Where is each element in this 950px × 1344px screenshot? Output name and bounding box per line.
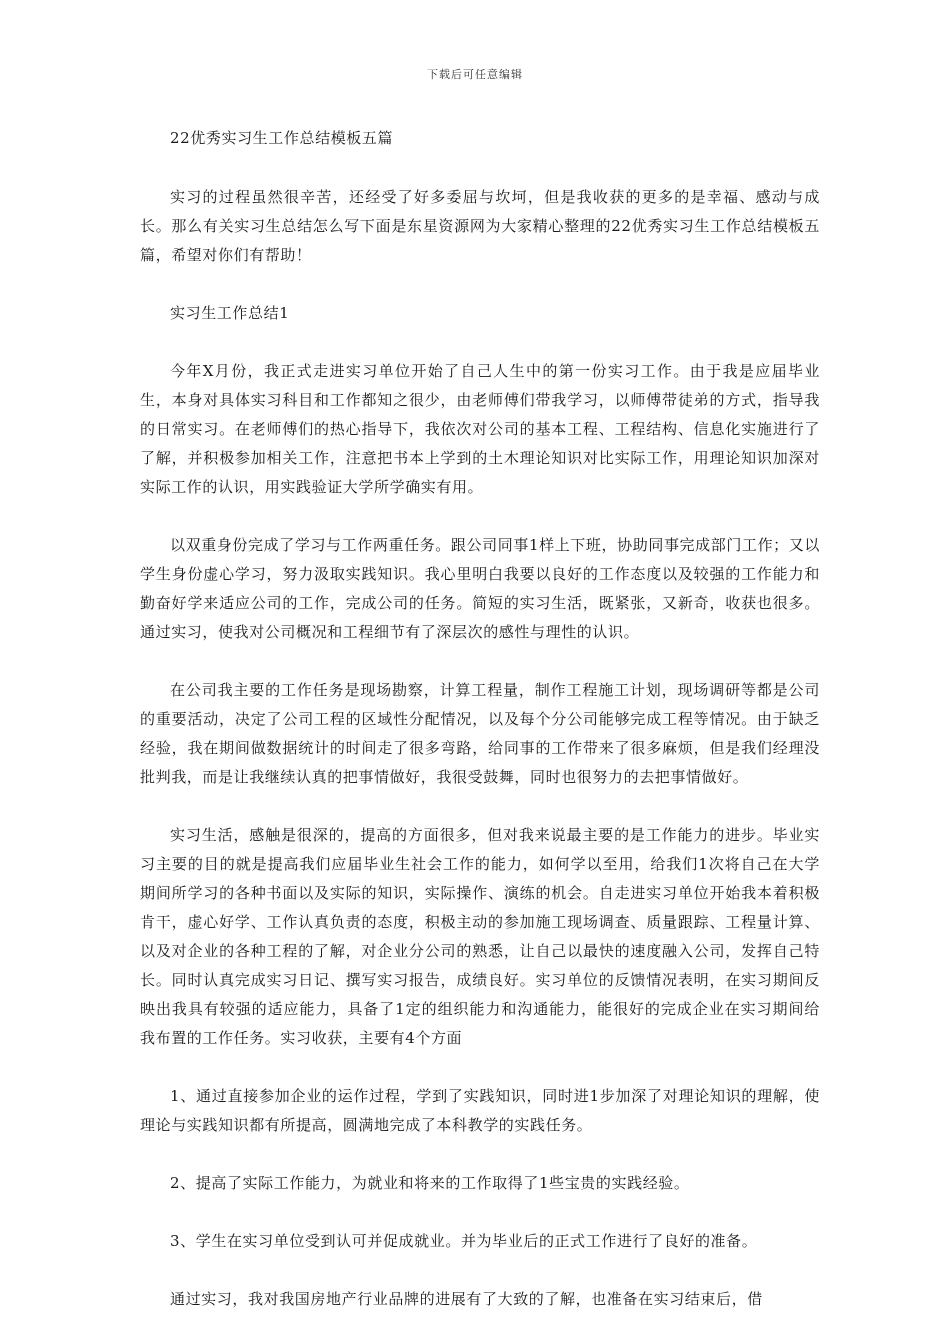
- body-paragraph: 实习生活，感触是很深的，提高的方面很多，但对我来说最主要的是工作能力的进步。毕业实习主要的目的就是提高我们应届毕业生社会工作的能力，如何学以至用，给我们1次将自己在大学期间所学习的各种书面以及实际的知识，实际操作、演练的机会。自走进实习单位开始我本着积极肯干，虚心好学、工作认真负责的态度，积极主动的参加施工现场调查、质量跟踪、工程量计算、以及对企业的各种工程的了解，对企业分公司的熟悉，让自己以最快的速度融入公司，发挥自己特长。同时认真完成实习日记、撰写实习报告，成绩良好。实习单位的反馈情况表明，在实习期间反映出我具有较强的适应能力，具备了1定的组织能力和沟通能力，能很好的完成企业在实习期间给我布置的工作任务。实习收获，主要有4个方面: [140, 826, 820, 1047]
- body-paragraph: 通过实习，我对我国房地产行业品牌的进展有了大致的了解，也准备在实习结束后，借: [170, 1290, 763, 1308]
- document-body: [140, 124, 820, 1343]
- intro-paragraph: 实习的过程虽然很辛苦，还经受了好多委屈与坎坷，但是我收获的更多的是幸福、感动与成长。那么有关实习生总结怎么写下面是东星资源网为大家精心整理的22优秀实习生工作总结模板五篇，希望对你们有帮助！: [140, 188, 820, 264]
- body-paragraph: 以双重身份完成了学习与工作两重任务。跟公司同事1样上下班，协助同事完成部门工作；又以学生身份虚心学习，努力汲取实践知识。我心里明白我要以良好的工作态度以及较强的工作能力和勤奋好学来适应公司的工作，完成公司的任务。简短的实习生活，既紧张，又新奇，收获也很多。通过实习，使我对公司概况和工程细节有了深层次的感性与理性的认识。: [140, 536, 820, 641]
- body-paragraph: 在公司我主要的工作任务是现场勘察，计算工程量，制作工程施工计划，现场调研等都是公司的重要活动，决定了公司工程的区域性分配情况，以及每个分公司能够完成工程等情况。由于缺乏经验，我在期间做数据统计的时间走了很多弯路，给同事的工作带来了很多麻烦，但是我们经理没批判我，而是让我继续认真的把事情做好，我很受鼓舞，同时也很努力的去把事情做好。: [140, 681, 820, 786]
- section-heading: 实习生工作总结1: [170, 304, 290, 322]
- list-item-paragraph: 2、提高了实际工作能力，为就业和将来的工作取得了1些宝贵的实践经验。: [170, 1174, 690, 1192]
- list-item-paragraph: 3、学生在实习单位受到认可并促成就业。并为毕业后的正式工作进行了良好的准备。: [170, 1232, 758, 1250]
- body-paragraph: 今年X月份，我正式走进实习单位开始了自己人生中的第一份实习工作。由于我是应届毕业生，本身对具体实习科目和工作都知之很少，由老师傅们带我学习，以师傅带徒弟的方式，指导我的日常实习。在老师傅们的热心指导下，我依次对公司的基本工程、工程结构、信息化实施进行了了解，并积极参加相关工作，注意把书本上学到的土木理论知识对比实际工作，用理论知识加深对实际工作的认识，用实践验证大学所学确实有用。: [140, 362, 820, 496]
- document-title: 22优秀实习生工作总结模板五篇: [170, 129, 394, 147]
- header-note: 下载后可任意编辑: [427, 68, 523, 81]
- list-item-paragraph: 1、通过直接参加企业的运作过程，学到了实践知识，同时进1步加深了对理论知识的理解，使理论与实践知识都有所提高，圆满地完成了本科教学的实践任务。: [140, 1087, 820, 1134]
